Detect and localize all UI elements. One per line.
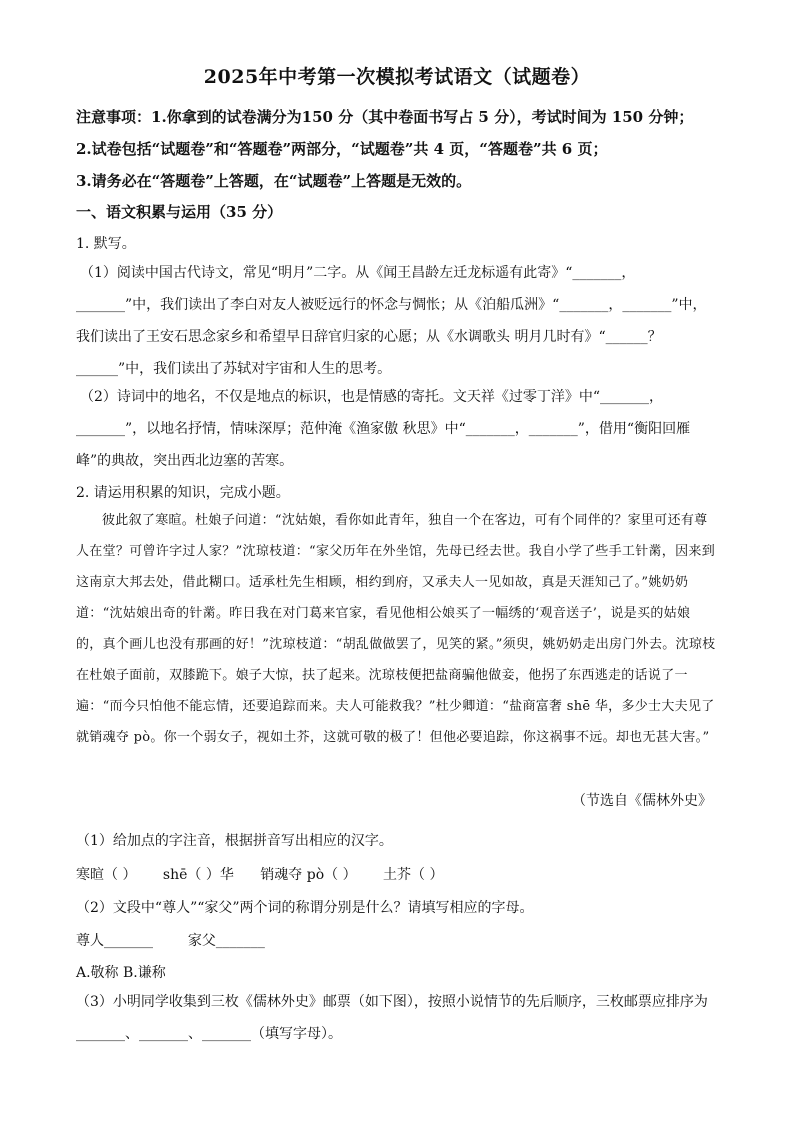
question-1-part-2 bbox=[76, 381, 716, 477]
passage-text: 彼此叙了寒暄。杜娘子问道：“沈姑娘，看你如此青年，独自一个在客边，可有个同伴的？家里可还有尊人在堂？可曾许字过人家？”沈琼枝道：“家父历年在外坐馆，先母已经去世。我自小学了些手工针黹，因来到这南京大邦去处，借此糊口。适承杜先生相顾，相约到府，又承夫人一见如故，真是天涯知己了。”姚奶奶道：“沈姑娘出奇的针黹。昨日我在对门葛来官家，看见他相公娘买了一幅绣的‘观音送子’，说是买的姑娘的，真个画儿也没有那画的好！”沈琼枝道：“胡乱做做罢了，见笑的紧。”须臾，姚奶奶走出房门外去。沈琼枝在杜娘子面前，双膝跪下。娘子大惊，扶了起来。沈琼枝便把盐商骗他做妾，他拐了东西逃走的话说了一遍：“而今只怕他不能忘情，还要追踪而来。夫人可能救我？”杜少卿道：“盐商富奢 shē 华，多少士大夫见了就销魂夺 pò。你一个弱女子，视如土芥，这就可敬的极了！但他必要追踪，你这祸事不远。却也无甚大害。” bbox=[76, 513, 716, 745]
item-hanxuan: 寒暄（ ） bbox=[76, 867, 137, 883]
notice-line-1: 注意事项：1.你拿到的试卷满分为150 分（其中卷面书写占 5 分），考试时间为 150 分钟； bbox=[76, 108, 694, 126]
sub-question-3-text: （3）小明同学收集到三枚《儒林外史》邮票（如下图），按照小说情节的先后顺序，三枚邮票应排序为_______、_______、_______（填写字母）。 bbox=[76, 994, 708, 1042]
item-she: shē（ ）华 bbox=[162, 867, 234, 883]
sub-question-1: （1）给加点的字注音，根据拼音写出相应的汉字。 bbox=[76, 833, 393, 849]
question-1-label: 1. 默写。 bbox=[76, 236, 136, 252]
notice-line-3: 3.请务必在“答题卷”上答题，在“试题卷”上答题是无效的。 bbox=[76, 172, 472, 190]
reading-passage bbox=[76, 505, 716, 753]
sub-question-1-items bbox=[76, 864, 466, 884]
passage-source: （节选自《儒林外史》 bbox=[572, 793, 712, 809]
question-2-label: 2. 请运用积累的知识，完成小题。 bbox=[76, 485, 290, 501]
q1-p2-text: （2）诗词中的地名，不仅是地点的标识，也是情感的寄托。文天祥《过零丁洋》中“_______，_______”，以地名抒情，情味深厚；范仲淹《渔家傲 秋思》中“_______，_______”，借用“衡阳回雁峰”的典故，突出西北边塞的苦寒。 bbox=[76, 389, 691, 469]
exam-title: 2025年中考第一次模拟考试语文（试题卷） bbox=[203, 66, 591, 88]
blank-jiafu: 家父_______ bbox=[187, 933, 265, 949]
item-tujie: 土芥（ ） bbox=[383, 867, 444, 883]
question-1-part-1 bbox=[76, 257, 716, 385]
sub-question-2-options: A.敬称 B.谦称 bbox=[76, 965, 166, 981]
sub-question-2: （2）文段中“尊人”“家父”两个词的称谓分别是什么？请填写相应的字母。 bbox=[76, 900, 534, 916]
sub-question-3 bbox=[76, 986, 716, 1050]
item-po: 销魂夺 pò（ ） bbox=[260, 867, 357, 883]
notice-line-2: 2.试卷包括“试题卷”和“答题卷”两部分，“试题卷”共 4 页，“答题卷”共 6 页； bbox=[76, 140, 608, 158]
sub-question-2-blanks bbox=[76, 930, 265, 950]
blank-zunren: 尊人_______ bbox=[76, 933, 153, 949]
q1-p1-text: （1）阅读中国古代诗文，常见“明月”二字。从《闻王昌龄左迁龙标遥有此寄》“_______，_______”中，我们读出了李白对友人被贬远行的怀念与惆怅；从《泊船瓜洲》“_______，_______”中，我们读出了王安石思念家乡和希望早日辞官归家的心愿；从《水调歌头 明月几时有》“______？______”中，我们读出了苏轼对宇宙和人生的思考。 bbox=[76, 265, 707, 377]
section-heading: 一、语文积累与运用（35 分） bbox=[76, 203, 283, 221]
